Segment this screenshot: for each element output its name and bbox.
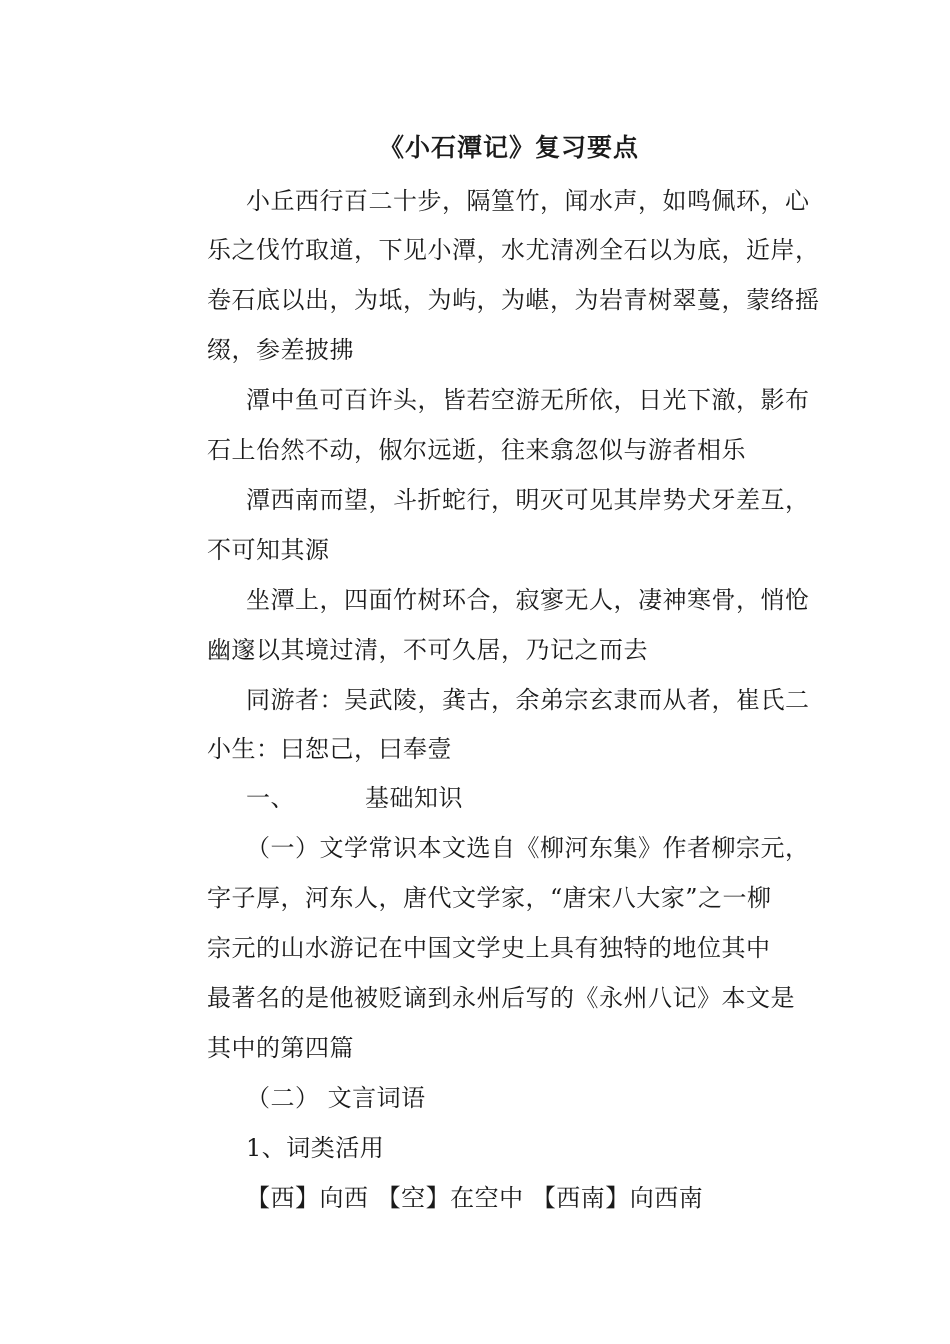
paragraph-line: 坐潭上，四面竹树环合，寂寥无人，凄神寒骨，悄怆 bbox=[246, 586, 810, 614]
subsection-heading: （二） 文言词语 bbox=[246, 1084, 426, 1112]
paragraph-line: 宗元的山水游记在中国文学史上具有独特的地位其中 bbox=[207, 934, 771, 962]
paragraph-line: 不可知其源 bbox=[207, 536, 330, 564]
paragraph-line: 潭中鱼可百许头，皆若空游无所依，日光下澈，影布 bbox=[246, 386, 810, 414]
paragraph-line: 乐之伐竹取道，下见小潭，水尤清冽全石以为底，近岸， bbox=[207, 236, 820, 264]
vocabulary-line: 【西】向西 【空】在空中 【西南】向西南 bbox=[246, 1184, 704, 1212]
list-heading: 1、词类活用 bbox=[246, 1134, 385, 1162]
paragraph-line: 最著名的是他被贬谪到永州后写的《永州八记》本文是 bbox=[207, 984, 795, 1012]
paragraph-line: 幽邃以其境过清，不可久居，乃记之而去 bbox=[207, 636, 648, 664]
paragraph-line: （一）文学常识本文选自《柳河东集》作者柳宗元， bbox=[246, 834, 810, 862]
paragraph-line: 其中的第四篇 bbox=[207, 1034, 354, 1062]
paragraph-line: 缀，参差披拂 bbox=[207, 336, 354, 364]
paragraph-line: 潭西南而望，斗折蛇行，明灭可见其岸势犬牙差互， bbox=[246, 486, 810, 514]
paragraph-line: 字子厚，河东人，唐代文学家，“唐宋八大家”之一柳 bbox=[207, 884, 772, 912]
paragraph-line: 石上佁然不动，俶尔远逝，往来翕忽似与游者相乐 bbox=[207, 436, 746, 464]
paragraph-line: 卷石底以出，为坻，为屿，为嵁，为岩青树翠蔓，蒙络摇 bbox=[207, 286, 820, 314]
section-heading bbox=[246, 782, 463, 814]
section-label: 基础知识 bbox=[365, 784, 463, 812]
section-number: 一、 bbox=[246, 784, 295, 812]
paragraph-line: 小生：曰恕己，曰奉壹 bbox=[207, 735, 452, 763]
paragraph-line: 小丘西行百二十步，隔篁竹，闻水声，如鸣佩环，心 bbox=[246, 187, 810, 215]
paragraph-line: 同游者：吴武陵，龚古，余弟宗玄隶而从者，崔氏二 bbox=[246, 686, 810, 714]
document-title: 《小石潭记》复习要点 bbox=[378, 133, 639, 162]
